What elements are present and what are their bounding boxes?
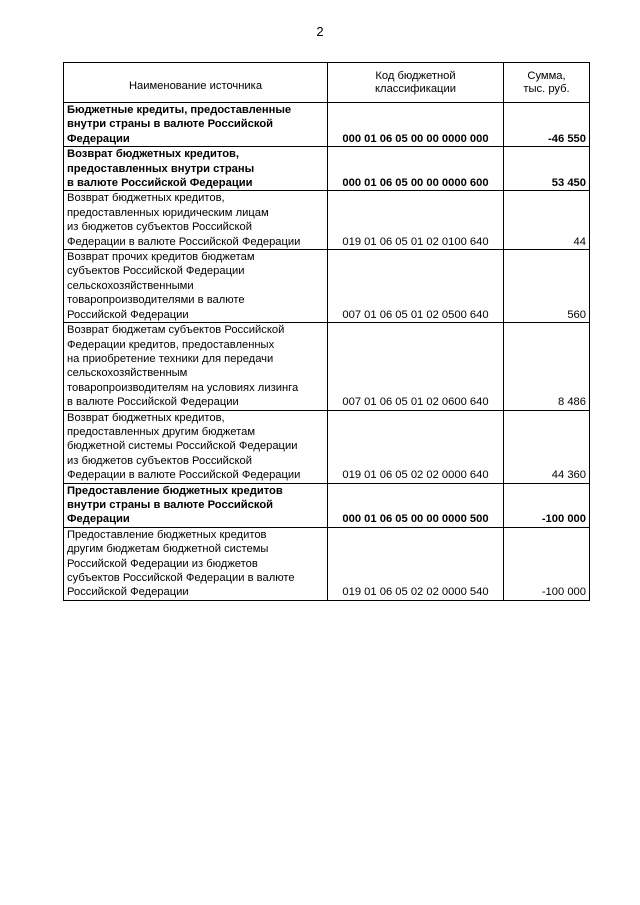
row-source-name: Предоставление бюджетных кредитов внутри страны в валюте Российской Федерации <box>64 483 328 527</box>
table-row <box>64 323 590 410</box>
row-budget-code: 000 01 06 05 00 00 0000 600 <box>328 147 504 191</box>
row-budget-code: 000 01 06 05 00 00 0000 000 <box>328 103 504 147</box>
column-header-sum-text: Сумма, тыс. руб. <box>523 69 570 95</box>
table-row <box>64 250 590 323</box>
row-budget-code: 007 01 06 05 01 02 0600 640 <box>328 323 504 410</box>
table-row <box>64 410 590 483</box>
row-sum: -46 550 <box>504 103 590 147</box>
table-row <box>64 483 590 527</box>
table-row <box>64 527 590 600</box>
page-number: 2 <box>316 24 324 39</box>
column-header-source-name: Наименование источника <box>64 63 328 103</box>
row-sum: 8 486 <box>504 323 590 410</box>
row-budget-code: 019 01 06 05 01 02 0100 640 <box>328 191 504 250</box>
row-sum: 44 <box>504 191 590 250</box>
row-source-name: Возврат прочих кредитов бюджетам субъектов Российской Федерации сельскохозяйственными товаропроизводителями в валюте Российской Федерации <box>64 250 328 323</box>
row-source-name: Возврат бюджетам субъектов Российской Федерации кредитов, предоставленных на приобретение техники для передачи сельскохозяйственным товаропроизводителям на условиях лизинга в валюте Российской Федерации <box>64 323 328 410</box>
column-header-budget-code-text: Код бюджетной классификации <box>375 69 456 95</box>
row-budget-code: 019 01 06 05 02 02 0000 540 <box>328 527 504 600</box>
budget-sources-table <box>63 62 590 601</box>
row-source-name: Предоставление бюджетных кредитов другим бюджетам бюджетной системы Российской Федерации из бюджетов субъектов Российской Федерации в валюте Российской Федерации <box>64 527 328 600</box>
row-budget-code: 019 01 06 05 02 02 0000 640 <box>328 410 504 483</box>
table-header-row <box>64 63 590 103</box>
row-budget-code: 007 01 06 05 01 02 0500 640 <box>328 250 504 323</box>
row-source-name: Возврат бюджетных кредитов, предоставленных юридическим лицам из бюджетов субъектов Российской Федерации в валюте Российской Федерации <box>64 191 328 250</box>
table-row <box>64 103 590 147</box>
row-source-name: Бюджетные кредиты, предоставленные внутри страны в валюте Российской Федерации <box>64 103 328 147</box>
row-sum: 560 <box>504 250 590 323</box>
row-sum: -100 000 <box>504 483 590 527</box>
table-row <box>64 191 590 250</box>
row-budget-code: 000 01 06 05 00 00 0000 500 <box>328 483 504 527</box>
row-source-name: Возврат бюджетных кредитов, предоставленных другим бюджетам бюджетной системы Российской Федерации из бюджетов субъектов Российской Федерации в валюте Российской Федерации <box>64 410 328 483</box>
column-header-sum <box>504 63 590 103</box>
row-sum: -100 000 <box>504 527 590 600</box>
row-sum: 44 360 <box>504 410 590 483</box>
row-sum: 53 450 <box>504 147 590 191</box>
row-source-name: Возврат бюджетных кредитов, предоставленных внутри страны в валюте Российской Федерации <box>64 147 328 191</box>
table-row <box>64 147 590 191</box>
column-header-budget-code <box>328 63 504 103</box>
